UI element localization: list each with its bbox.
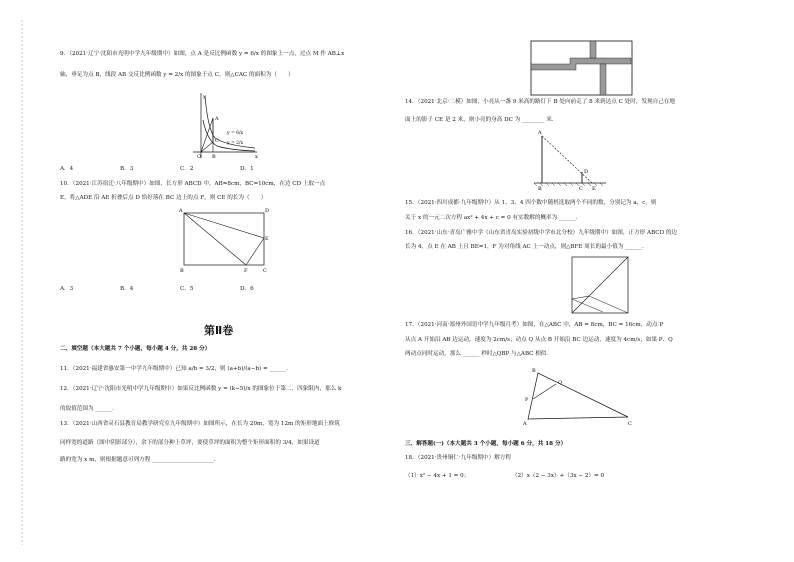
q18-equation-1: （1）x² − 4x + 1 = 0； [405, 473, 470, 479]
q9-text-line2: 轴，垂足为点 B，线段 AB 交反比例函数 y = 2/x 的图象于点 C，则△CAC 的面积为（ ） [60, 72, 294, 78]
q11-text: 11．（2021·福建省惠安第一中学九年级期中）已知 a/b = 3/2，则 (a+b)/(a−b) = ______． [60, 366, 292, 372]
q9-label-f1: y = 6/x [227, 131, 244, 136]
q16-diagonal [572, 257, 628, 313]
q10-text-line1: 10．（2021·江苏宿迁·八年级期中）如图，长方形 ABCD 中，AB=8cm，BC=10cm，在边 CD 上取一点 [60, 181, 326, 187]
q10-label-b: B [180, 268, 184, 274]
q9-label-o: O [197, 154, 202, 160]
q13-text-line1: 13．（2021·山西省灵石县教育局教学研究室九年级期中）如图所示，在长为 20m，宽为 12m 的矩形地面上修筑 [60, 421, 340, 427]
q17-label-p: P [525, 397, 529, 403]
q16-segment-fb [589, 296, 628, 313]
q16-segment-eb [572, 299, 603, 312]
q9-option-b[interactable]: B．3 [120, 166, 134, 172]
q9-triangle [201, 118, 213, 152]
q17-segment-pq [533, 384, 556, 399]
section-title: 第Ⅱ卷 [204, 324, 234, 337]
q10-option-a[interactable]: A．3 [60, 286, 74, 292]
q9-label-y: y [203, 94, 206, 100]
q16-figure [567, 252, 633, 318]
q10-label-d: D [265, 208, 270, 214]
binding-margin [0, 0, 30, 562]
q10-label-e: E [265, 236, 269, 242]
q13-road-figure [530, 40, 633, 96]
q10-label-f: F [244, 268, 248, 274]
q10-option-b[interactable]: B．4 [120, 286, 134, 292]
part2-title: 二、填空题（本大题共 7 个小题，每小题 4 分，共 28 分） [60, 346, 211, 352]
q14-label-a: A [538, 130, 542, 136]
q14-label-b: B [538, 186, 542, 190]
q10-options [60, 286, 300, 293]
q10-fold-ae [184, 213, 264, 238]
q12-text-line2: 的取值范围为 ______． [60, 406, 118, 412]
q9-option-c[interactable]: C．2 [180, 166, 194, 172]
q15-text-line1: 15．（2021·四川成都·九年级期中）从 1、3、4 四个数中随机选取两个不同的数，分别记为 a，c，则 [405, 200, 657, 206]
q9-label-x: x [255, 154, 258, 160]
q17-triangle-abc [528, 373, 628, 419]
q14-light-ray [542, 136, 592, 183]
q10-line-af [184, 213, 246, 265]
q17-label-c: C [628, 421, 632, 427]
q15-text-line2: 关于 x 的一元二次方程 ax² + 4x + c = 0 有实数解的概率为 ______． [405, 215, 582, 221]
q17-figure [522, 365, 634, 427]
q10-line-fe [246, 238, 264, 265]
q17-text-line3: 两动点同时运动，那么 ______ 秒时△QBP 与△ABC 相似． [405, 351, 552, 357]
q9-figure [185, 90, 260, 160]
part3-title: 三、解答题(一)（本大题共 3 个小题，每小题 6 分，共 18 分） [405, 441, 567, 447]
q16-text-line2: 长为 4，点 E 在 AB 上且 BE=1，F 为对角线 AC 上一动点，则△BFE 周长的最小值为 ______． [405, 244, 648, 250]
q9-option-d[interactable]: D．1 [240, 166, 254, 172]
q10-label-a: A [179, 208, 183, 214]
q13-text-line3: 路的宽为 x m，则根据题意可列方程 ______________________． [60, 457, 220, 463]
q17-label-q: Q [558, 380, 563, 386]
q9-label-f2: y = 2/x [227, 141, 244, 146]
q9-text-line1: 9．（2021·辽宁·沈阳市光明中学九年级期中）如图，点 A 是反比例函数 y = 6/x 的图象上一点，过点 M 作 AB⊥x [60, 51, 345, 57]
q12-text-line1: 12．（2021·辽宁·沈阳市光明中学九年级期中）如果反比例函数 y = (k−5)/x 的图象位于第二、四象限内，那么 k [60, 386, 342, 392]
q14-text-line2: 面上的影子 CE 是 2 米，则小亮的身高 DC 为 ________ 米． [405, 117, 558, 123]
q17-label-a: A [523, 421, 527, 427]
q10-text-line2: E，将△ADE 沿 AE 折叠后点 D 恰好落在 BC 边上的点 F，则 CE 的长为（ ） [60, 195, 267, 201]
q17-text-line1: 17．（2021·河南·郑州外国语中学九年级月考）如图，在△ABC 中，AB = 8cm，BC = 16cm，动点 P [405, 322, 663, 328]
q14-label-d: D [584, 169, 589, 175]
q14-label-e: E [592, 186, 596, 190]
q9-options [60, 166, 300, 173]
q17-text-line2: 从点 A 开始沿 AB 边运动，速度为 2cm/s；动点 Q 从点 B 开始沿 BC 边运动，速度为 4cm/s；如果 P、Q [405, 337, 673, 343]
q9-label-a: A [215, 116, 219, 122]
q18-equation-2: （2）x（2 − 3x）+（3x − 2）= 0 [512, 473, 605, 479]
q10-option-d[interactable]: D．6 [240, 286, 254, 292]
q14-text-line1: 14．（2021·北京·二模）如图，小亮从一盏 9 米高的路灯下 B 处向前走了 8 米到达点 C 处时，发现自己在地 [405, 99, 676, 105]
q14-figure [530, 128, 610, 190]
q13-text-line2: 同样宽的道路（图中阴影部分），余下的部分种上草坪，要使草坪的面积为整个矩形面积的 3/4，如果设道 [60, 440, 320, 446]
q10-figure [174, 205, 274, 275]
q18-text: 18．（2021·贵州铜仁·九年级期中）解方程 [405, 455, 512, 461]
q16-text-line1: 16．（2021·山东·青岛广雅中学（山东省青岛实验初级中学市北分校）九年级期中）如图，正方形 ABCD 的边 [405, 230, 678, 236]
q9-label-b: B [212, 154, 216, 160]
q9-option-a[interactable]: A．4 [60, 166, 74, 172]
q10-option-c[interactable]: C．5 [180, 286, 194, 292]
q9-label-c: C [215, 138, 219, 144]
q10-rectangle [184, 213, 264, 265]
q17-label-b: B [532, 368, 536, 374]
q14-label-c: C [579, 186, 583, 190]
q10-label-c: C [263, 268, 267, 274]
